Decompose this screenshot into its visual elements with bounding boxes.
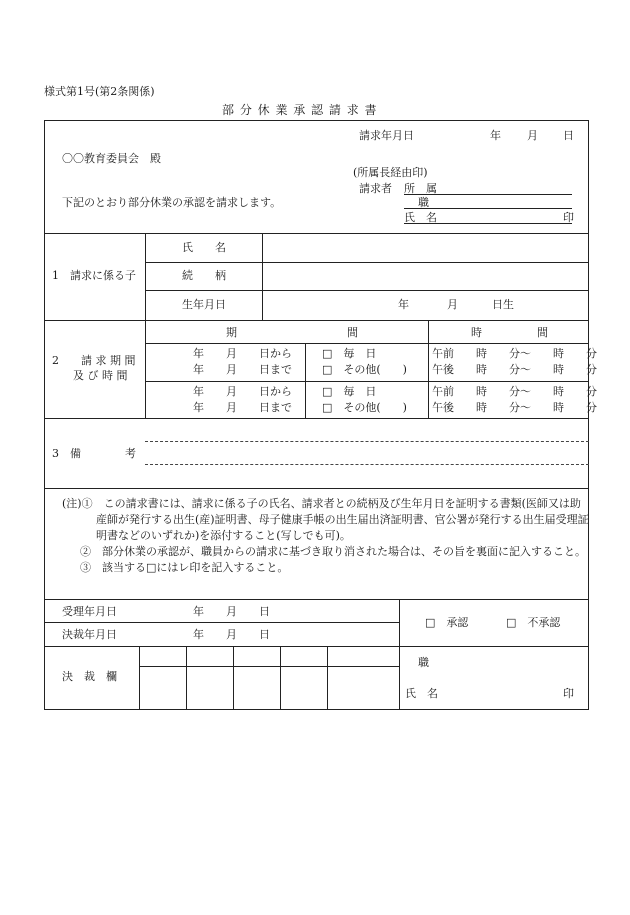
form-number: 様式第1号(第2条関係) bbox=[44, 85, 155, 98]
name-label: 氏 名 bbox=[404, 211, 437, 224]
birth-year-label: 年 bbox=[398, 298, 409, 311]
seal-mark: 印 bbox=[563, 211, 574, 224]
position-line[interactable] bbox=[404, 208, 572, 209]
request-month-label: 月 bbox=[527, 129, 538, 142]
section2-label-line1: 2 請 求 期 間 bbox=[52, 354, 136, 367]
received-date-label: 受理年月日 bbox=[62, 605, 117, 618]
via-supervisor-seal: (所属長経由印) bbox=[353, 166, 428, 179]
period-header: 期 間 bbox=[226, 326, 358, 339]
name-line[interactable] bbox=[404, 223, 572, 224]
note-1: (注)① この請求書には、請求に係る子の氏名、請求者との続柄及び生年月日を証明する書類(医師又は助産師が発行する出生(産)証明書、母子健康手帳の出生届出済証明書、官公署が発行する出生届受理証明書などのいずれか)を添付すること(写しでも可)。 bbox=[62, 497, 589, 542]
affiliation-line[interactable] bbox=[404, 194, 572, 195]
page-title: 部 分 休 業 承 認 請 求 書 bbox=[222, 103, 378, 117]
approver-seal-mark: 印 bbox=[563, 687, 574, 700]
birth-day-label: 日生 bbox=[492, 298, 514, 311]
period2-daily-checkbox[interactable]: □ 毎 日 bbox=[322, 385, 377, 398]
child-name-label: 氏 名 bbox=[182, 241, 226, 254]
section2-label-line2: 及 び 時 間 bbox=[73, 369, 128, 382]
request-date-label: 請求年月日 bbox=[359, 129, 414, 142]
period2-am-time[interactable]: 午前 時 分～ 時 分 bbox=[432, 385, 597, 398]
note-3: ③ 該当する□にはレ印を記入すること。 bbox=[80, 561, 289, 574]
section1-label: 1 請求に係る子 bbox=[52, 269, 136, 282]
request-year-label: 年 bbox=[490, 129, 501, 142]
note-2: ② 部分休業の承認が、職員からの請求に基づき取り消された場合は、その旨を裏面に記入すること。 bbox=[80, 545, 586, 558]
decision-column-label: 決 裁 欄 bbox=[62, 670, 117, 683]
request-day-label: 日 bbox=[563, 129, 574, 142]
birth-month-label: 月 bbox=[447, 298, 458, 311]
position-label: 職 bbox=[418, 196, 429, 209]
decided-date-label: 決裁年月日 bbox=[62, 628, 117, 641]
addressee: 〇〇教育委員会 殿 bbox=[62, 152, 161, 165]
disapprove-checkbox[interactable]: □ 不承認 bbox=[506, 616, 561, 629]
period2-other-checkbox[interactable]: □ その他( ) bbox=[322, 401, 407, 414]
section3-label: 3 備 考 bbox=[52, 447, 136, 460]
requester-label: 請求者 bbox=[359, 182, 392, 195]
time-header: 時 間 bbox=[471, 326, 548, 339]
remarks-field[interactable] bbox=[147, 420, 587, 486]
period1-pm-time[interactable]: 午後 時 分～ 時 分 bbox=[432, 363, 597, 376]
period1-from[interactable]: 年 月 日から bbox=[193, 347, 292, 360]
request-statement: 下記のとおり部分休業の承認を請求します。 bbox=[62, 196, 282, 209]
period2-to[interactable]: 年 月 日まで bbox=[193, 401, 292, 414]
period1-daily-checkbox[interactable]: □ 毎 日 bbox=[322, 347, 377, 360]
period2-pm-time[interactable]: 午後 時 分～ 時 分 bbox=[432, 401, 597, 414]
decided-date-field[interactable]: 年 月 日 bbox=[193, 628, 270, 641]
period1-other-checkbox[interactable]: □ その他( ) bbox=[322, 363, 407, 376]
received-date-field[interactable]: 年 月 日 bbox=[193, 605, 270, 618]
child-relation-label: 続 柄 bbox=[182, 269, 226, 282]
affiliation-label: 所 属 bbox=[404, 182, 437, 195]
period1-to[interactable]: 年 月 日まで bbox=[193, 363, 292, 376]
child-birth-label: 生年月日 bbox=[182, 298, 226, 311]
approver-name-label: 氏 名 bbox=[405, 687, 438, 700]
notes-block bbox=[62, 496, 590, 576]
approve-checkbox[interactable]: □ 承認 bbox=[425, 616, 469, 629]
period2-from[interactable]: 年 月 日から bbox=[193, 385, 292, 398]
period1-am-time[interactable]: 午前 時 分～ 時 分 bbox=[432, 347, 597, 360]
approver-position-label: 職 bbox=[418, 656, 429, 669]
